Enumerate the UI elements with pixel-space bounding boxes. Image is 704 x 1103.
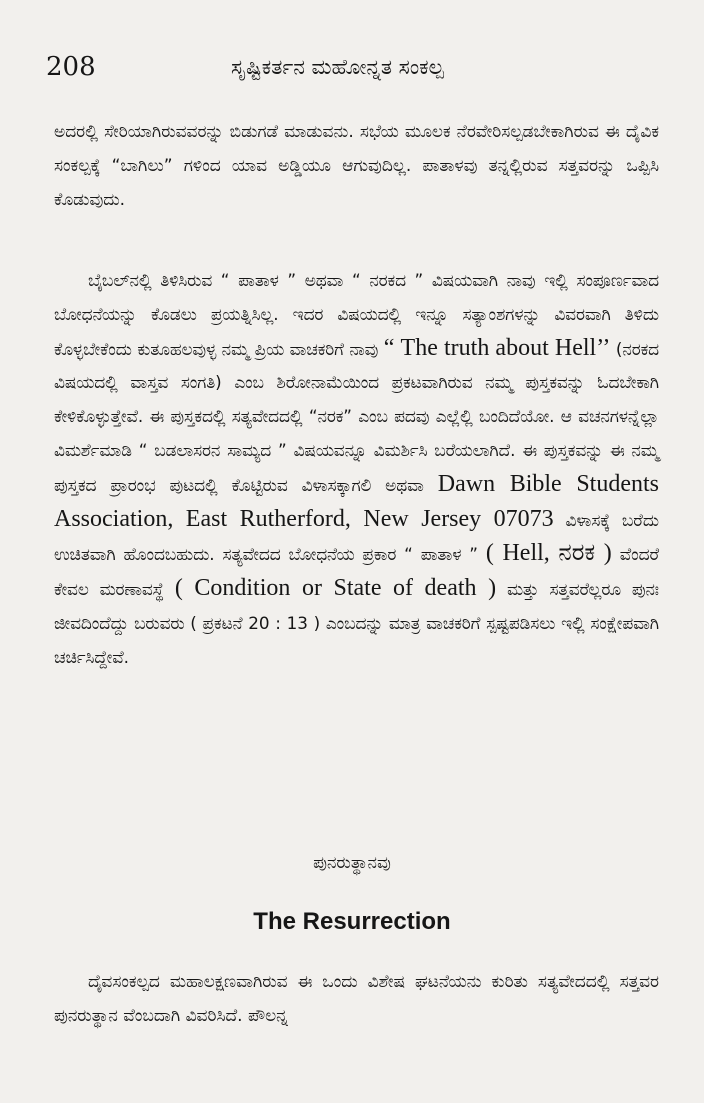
paragraph-text: ವೆಂದರೆ ಕೇವಲ ಮರಣಾವಸ್ಥೆ <box>54 544 659 600</box>
paragraph-text: ವಿಳಾಸಕ್ಕೆ ಬರೆದು ಉಚಿತವಾಗಿ ಹೊಂದಬಹುದು. ಸತ್ಯವೇದದ ಬೋಧನೆಯ ಪ್ರಕಾರ “ ಪಾತಾಳ ” <box>54 509 659 565</box>
book-title: “ The truth about Hell’’ <box>383 334 611 361</box>
page-number: 208 <box>46 52 96 82</box>
running-title: ಸೃಷ್ಟಿಕರ್ತನ ಮಹೋನ್ನತ ಸಂಕಲ್ಪ <box>231 55 444 79</box>
paragraph-continued: ಅದರಲ್ಲಿ ಸೇರಿಯಾಗಿರುವವರನ್ನು ಬಿಡುಗಡೆ ಮಾಡುವನು. ಸಭೆಯ ಮೂಲಕ ನೆರವೇರಿಸಲ್ಪಡಬೇಕಾಗಿರುವ ಈ ದೈವಿಕ ಸಂಕಲ್ಪಕ್ಕೆ “ಬಾಗಿಲು” ಗಳಿಂದ ಯಾವ ಅಡ್ಡಿಯೂ ಆಗುವುದಿಲ್ಲ. ಪಾತಾಳವು ತನ್ನಲ್ಲಿರುವ ಸತ್ತವರನ್ನು ಒಪ್ಪಿಸಿ ಕೊಡುವುದು. <box>54 122 659 210</box>
section-heading-kannada: ಪುನರುತ್ಥಾನವು <box>313 853 391 873</box>
condition-gloss: ( Condition or State of death ) <box>174 575 497 602</box>
paragraph-text: ಮತ್ತು ಸತ್ತವರೆಲ್ಲರೂ ಪುನಃ ಜೀವದಿಂದೆದ್ದು ಬರುವರು ( ಪ್ರಕಟನೆ 20 : 13 ) ಎಂಬದನ್ನು ಮಾತ್ರ ವಾಚಕರಿಗೆ ಸ್ಪಷ್ಟಪಡಿಸಲು ಇಲ್ಲಿ ಸಂಕ್ಷೇಪವಾಗಿ ಚರ್ಚಿಸಿದ್ದೇವೆ. <box>54 579 659 667</box>
paragraph-hell <box>54 264 659 675</box>
section-heading-english: The Resurrection <box>253 908 451 935</box>
paragraph-text: (ನರಕದ ವಿಷಯದಲ್ಲಿ ವಾಸ್ತವ ಸಂಗತಿ) ಎಂಬ ಶಿರೋನಾಮೆಯಿಂದ ಪ್ರಕಟವಾಗಿರುವ ನಮ್ಮ ಪುಸ್ತಕವನ್ನು ಓದಬೇಕಾಗಿ ಕೇಳಿಕೊಳ್ಳುತ್ತೇವೆ. ಈ ಪುಸ್ತಕದಲ್ಲಿ ಸತ್ಯವೇದದಲ್ಲಿ “ನರಕ” ಎಂಬ ಪದವು ಎಲ್ಲೆಲ್ಲಿ ಬಂದಿದೆಯೋ. ಆ ವಚನಗಳನ್ನೆಲ್ಲಾ ವಿಮರ್ಶೆಮಾಡಿ “ ಬಡಲಾಸರನ ಸಾಮ್ಯದ ” ವಿಷಯವನ್ನೂ ವಿಮರ್ಶಿಸಿ ಬರೆಯಲಾಗಿದೆ. ಈ ಪುಸ್ತಕವನ್ನು ಈ ನಮ್ಮ ಪುಸ್ತಕದ ಪ್ರಾರಂಭ ಪುಟದಲ್ಲಿ ಕೊಟ್ಟಿರುವ ವಿಳಾಸಕ್ಕಾಗಲಿ ಅಥವಾ <box>54 338 660 495</box>
page-header <box>46 50 666 84</box>
publisher-address: Dawn Bible Students Association, East Rutherford, New Jersey 07073 <box>54 470 659 532</box>
paragraph-resurrection: ದೈವಸಂಕಲ್ಪದ ಮಹಾಲಕ್ಷಣವಾಗಿರುವ ಈ ಒಂದು ವಿಶೇಷ ಘಟನೆಯನು ಕುರಿತು ಸತ್ಯವೇದದಲ್ಲಿ ಸತ್ತವರ ಪುನರುತ್ಥಾನ ವೆಂಬದಾಗಿ ವಿವರಿಸಿದೆ. ಪೌಲನ್ನ <box>54 972 659 1026</box>
paragraph-text: ಬೈಬಲ್‌ನಲ್ಲಿ ತಿಳಿಸಿರುವ “ ಪಾತಾಳ ” ಅಥವಾ “ ನರಕದ ” ವಿಷಯವಾಗಿ ನಾವು ಇಲ್ಲಿ ಸಂಪೂರ್ಣವಾದ ಬೋಧನೆಯನ್ನು ಕೊಡಲು ಪ್ರಯತ್ನಿಸಿಲ್ಲ. ಇದರ ವಿಷಯದಲ್ಲಿ ಇನ್ನೂ ಸತ್ಯಾಂಶಗಳನ್ನು ವಿವರವಾಗಿ ತಿಳಿದು ಕೊಳ್ಳಬೇಕೆಂದು ಕುತೂಹಲವುಳ್ಳ ನಮ್ಮ ಪ್ರಿಯ ವಾಚಕರಿಗೆ ನಾವು <box>54 270 659 359</box>
hell-gloss: ( Hell, ನರಕ ) <box>485 540 612 567</box>
